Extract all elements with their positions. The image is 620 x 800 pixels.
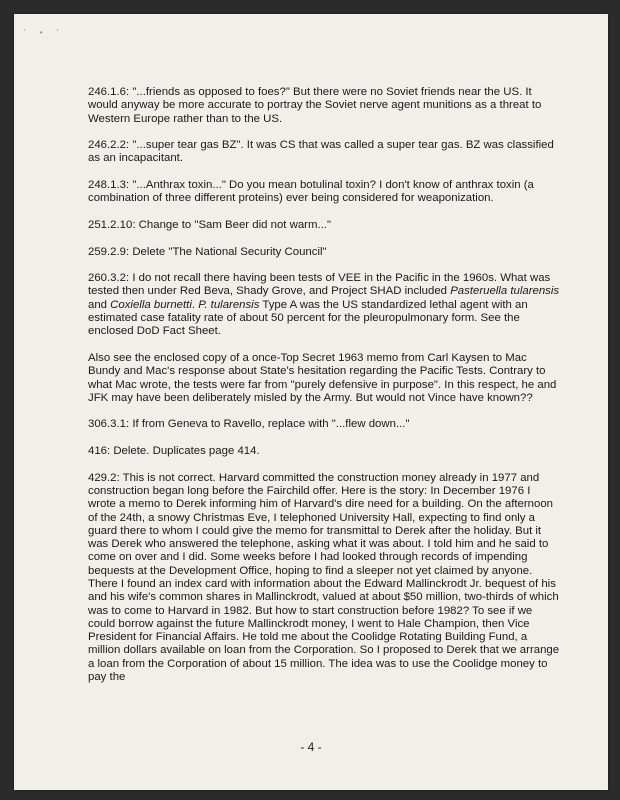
page-specks: ' • '	[24, 28, 65, 37]
note-251-2-10: 251.2.10: Change to "Sam Beer did not warm..."	[88, 218, 331, 231]
note-248-1-3: 248.1.3: "...Anthrax toxin..." Do you mean botulinal toxin? I don't know of anthrax toxin (a combination of three different proteins) ever being considered for weaponization.	[88, 179, 534, 205]
note-260-3-2: 260.3.2: I do not recall there having been tests of VEE in the Pacific in the 1960s. What was tested then under Red Beva, Shady Grove, and Project SHAD included Pasteruella tularensis and Coxiella burnetti. P. tularensis Type A was the US standardized lethal agent with an estimated case fatality rate of about 50 percent for the pleuropulmonary form. See the enclosed DoD Fact Sheet.	[88, 272, 560, 338]
note-429-2: 429.2: This is not correct. Harvard committed the construction money already in 1977 and construction began long before the Fairchild offer. Here is the story: In December 1976 I wrote a memo to Derek informing him of Harvard's dire need for a building. On the afternoon of the 24th, a snowy Christmas Eve, I telephoned University Hall, expecting to find only a guard there to whom I could give the memo for transmittal to Derek after the holiday. But it was Derek who answered the telephone, asking what it was about. I told him and he said to come on over and I did. Some weeks before I had looked through records of impending bequests at the Development Office, hoping to find a sleeper not yet claimed by anyone. There I found an index card with information about the Edward Mallinckrodt Jr. bequest of his and his wife's common shares in Mallinckrodt, valued at about $50 million, two-thirds of which was to come to Harvard in 1982. But how to start construction before 1982? To see if we could borrow against the future Mallinckrodt money, I went to Hale Champion, then Vice President for Financial Affairs. He told me about the Coolidge Rotating Building Fund, a million dollars available on loan from the Corporation. So I proposed to Derek that we arrange a loan from the Corporation of about 15 million. The idea was to use the Coolidge money to pay the	[88, 471, 560, 684]
note-416: 416: Delete. Duplicates page 414.	[88, 445, 260, 458]
note-306-3-1: 306.3.1: If from Geneva to Ravello, replace with "...flew down..."	[88, 418, 410, 431]
note-246-2-2: 246.2.2: "...super tear gas BZ". It was CS that was called a super tear gas. BZ was classified as an incapacitant.	[88, 139, 554, 165]
note-kaysen-memo: Also see the enclosed copy of a once-Top Secret 1963 memo from Carl Kaysen to Mac Bundy and Mac's response about State's hesitation regarding the Pacific Tests. Contrary to what Mac wrote, the tests were far from "purely defensive in purpose". In this respect, he and JFK may have been deliberately misled by the Army. But would not Vince have known??	[88, 351, 557, 404]
note-246-1-6: 246.1.6: "...friends as opposed to foes?" But there were no Soviet friends near the US. It would anyway be more accurate to portray the Soviet nerve agent munitions as a threat to Western Europe rather than to the US.	[88, 86, 542, 125]
document-page	[14, 14, 608, 790]
note-259-2-9: 259.2.9: Delete "The National Security Council"	[88, 245, 327, 258]
page-body	[88, 86, 560, 698]
page-number: - 4 -	[300, 740, 322, 754]
